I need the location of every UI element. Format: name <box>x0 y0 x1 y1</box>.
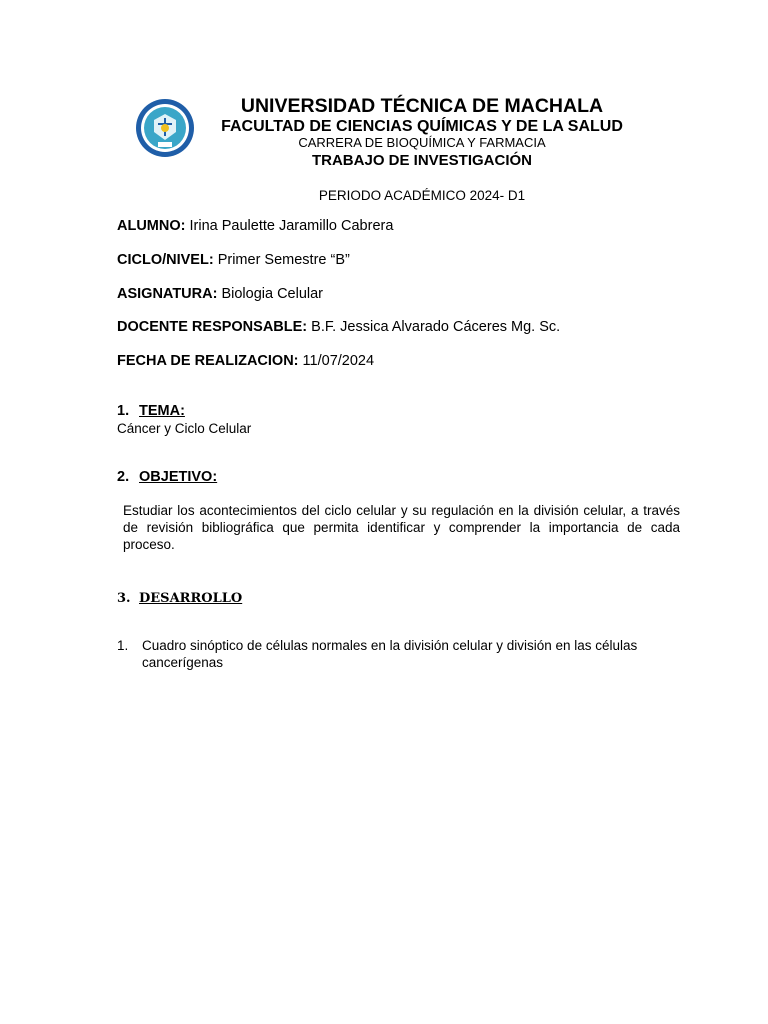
objetivo-paragraph: Estudiar los acontecimientos del ciclo celular y su regulación en la división celular, a través de revisión bibliográfica que permita identificar y comprender la importancia de cada proceso. <box>123 503 680 552</box>
list-item-number: 1. <box>117 638 129 653</box>
field-value: Irina Paulette Jaramillo Cabrera <box>189 218 394 234</box>
section-title: OBJETIVO: <box>139 469 218 485</box>
field-label: FECHA DE REALIZACION: <box>117 353 299 369</box>
university-name: UNIVERSIDAD TÉCNICA DE MACHALA <box>240 95 604 117</box>
field-label: ALUMNO: <box>117 218 186 234</box>
section-title: DESARROLLO <box>139 591 243 606</box>
section-desarrollo <box>117 591 242 606</box>
field-alumno <box>117 218 393 234</box>
tema-text: Cáncer y Ciclo Celular <box>117 421 252 436</box>
section-tema <box>117 403 185 419</box>
field-ciclo <box>117 252 350 268</box>
field-label: ASIGNATURA: <box>117 286 218 302</box>
academic-period: PERIODO ACADÉMICO 2024- D1 <box>318 188 526 203</box>
field-label: CICLO/NIVEL: <box>117 252 214 268</box>
field-value: B.F. Jessica Alvarado Cáceres Mg. Sc. <box>311 319 561 335</box>
field-value: Primer Semestre “B” <box>217 252 350 268</box>
list-item <box>117 637 687 671</box>
section-objetivo <box>117 469 217 485</box>
section-number: 2. <box>117 469 130 485</box>
list-item-text: Cuadro sinóptico de células normales en la división celular y división en las células cancerígenas <box>142 638 638 670</box>
faculty-name: FACULTAD DE CIENCIAS QUÍMICAS Y DE LA SALUD <box>221 118 623 135</box>
field-value: Biologia Celular <box>221 286 324 302</box>
document-header <box>200 95 644 170</box>
section-number: 1. <box>117 403 130 419</box>
field-fecha <box>117 353 374 369</box>
field-docente <box>117 319 560 335</box>
university-seal-icon <box>134 96 196 160</box>
career-name: CARRERA DE BIOQUÍMICA Y FARMACIA <box>298 135 546 150</box>
document-type: TRABAJO DE INVESTIGACIÓN <box>311 152 533 169</box>
section-number: 3. <box>117 591 131 606</box>
field-value: 11/07/2024 <box>302 353 375 369</box>
field-asignatura <box>117 286 323 302</box>
section-title: TEMA: <box>139 403 185 419</box>
field-label: DOCENTE RESPONSABLE: <box>117 319 308 335</box>
